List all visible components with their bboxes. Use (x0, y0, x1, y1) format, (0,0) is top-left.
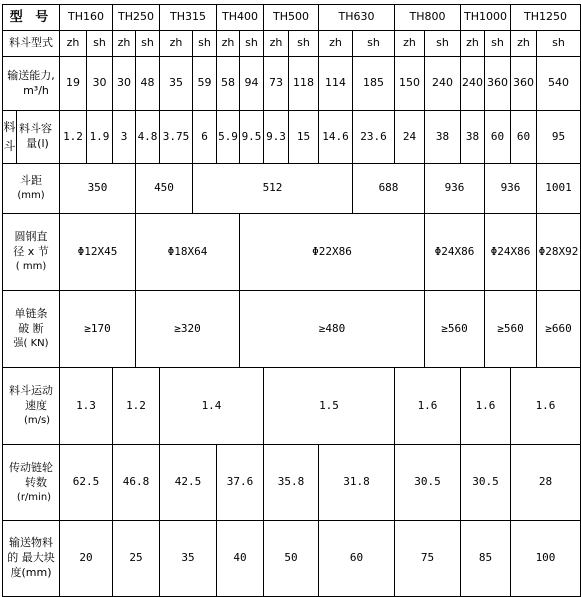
capacity-value: 48 (136, 57, 160, 111)
type-sh: sh (240, 31, 264, 57)
breaking-strength-value: ≥560 (485, 291, 537, 368)
sprocket-speed-label-line3: (r/min) (16, 491, 52, 503)
capacity-value: 30 (113, 57, 136, 111)
speed-label-line1: 料斗运动 (9, 384, 53, 398)
volume-value: 5.9 (217, 111, 240, 164)
pitch-value: 350 (60, 164, 136, 214)
capacity-label (3, 57, 60, 111)
sprocket-speed-value: 42.5 (160, 445, 217, 521)
model-name: TH500 (264, 5, 319, 31)
volume-value: 38 (461, 111, 485, 164)
volume-value: 23.6 (353, 111, 395, 164)
speed-value: 1.2 (113, 368, 160, 445)
breaking-strength-value: ≥660 (537, 291, 581, 368)
volume-value: 60 (485, 111, 511, 164)
capacity-value: 73 (264, 57, 289, 111)
sprocket-speed-label (3, 445, 60, 521)
pitch-value: 688 (353, 164, 425, 214)
capacity-value: 240 (425, 57, 461, 111)
type-zh: zh (395, 31, 425, 57)
max-lump-label-line2: 的 最大块 (7, 551, 55, 565)
breaking-strength-label-line3: 强( KN) (13, 338, 49, 350)
speed-label (3, 368, 60, 445)
type-sh: sh (136, 31, 160, 57)
max-lump-label-line1: 输送物料 (9, 536, 53, 550)
capacity-label-line2: m³/h (23, 83, 49, 97)
capacity-label-line1: 输送能力, (7, 68, 55, 82)
type-zh: zh (160, 31, 193, 57)
speed-value: 1.3 (60, 368, 113, 445)
volume-value: 3 (113, 111, 136, 164)
pitch-value: 936 (425, 164, 485, 214)
sprocket-speed-value: 46.8 (113, 445, 160, 521)
chain-steel-label-line2: 径 x 节 (13, 245, 49, 259)
speed-value: 1.6 (395, 368, 461, 445)
model-name: TH400 (217, 5, 264, 31)
volume-value: 9.3 (264, 111, 289, 164)
capacity-value: 185 (353, 57, 395, 111)
volume-value: 24 (395, 111, 425, 164)
chain-steel-label-line1: 圆钢直 (14, 230, 48, 244)
capacity-value: 150 (395, 57, 425, 111)
model-name: TH1250 (511, 5, 581, 31)
capacity-value: 118 (289, 57, 319, 111)
chain-steel-value: Φ28X92 (537, 214, 581, 291)
capacity-value: 360 (511, 57, 537, 111)
volume-value: 3.75 (160, 111, 193, 164)
volume-value: 14.6 (319, 111, 353, 164)
type-sh: sh (485, 31, 511, 57)
volume-value: 15 (289, 111, 319, 164)
type-zh: zh (217, 31, 240, 57)
bucket-pitch-label-line2: (mm) (17, 190, 45, 202)
chain-steel-value: Φ24X86 (485, 214, 537, 291)
breaking-strength-label-line2: 破 断 (18, 322, 44, 336)
type-zh: zh (319, 31, 353, 57)
sprocket-speed-label-line2: 转数 (25, 475, 47, 489)
model-name: TH315 (160, 5, 217, 31)
pitch-value: 1001 (537, 164, 581, 214)
bucket-volume-side-label: 料斗 (3, 111, 17, 163)
chain-steel-value: Φ24X86 (425, 214, 485, 291)
sprocket-speed-label-line1: 传动链轮 (9, 460, 53, 474)
capacity-value: 19 (60, 57, 87, 111)
model-name: TH800 (395, 5, 461, 31)
breaking-strength-value: ≥170 (60, 291, 136, 368)
max-lump-value: 85 (461, 521, 511, 597)
type-zh: zh (461, 31, 485, 57)
volume-value: 60 (511, 111, 537, 164)
volume-value: 6 (193, 111, 217, 164)
sprocket-speed-value: 30.5 (395, 445, 461, 521)
max-lump-value: 60 (319, 521, 395, 597)
speed-value: 1.6 (511, 368, 581, 445)
type-zh: zh (511, 31, 537, 57)
sprocket-speed-value: 28 (511, 445, 581, 521)
type-sh: sh (193, 31, 217, 57)
chain-steel-label-line3: ( mm) (15, 261, 47, 273)
capacity-value: 360 (485, 57, 511, 111)
sprocket-speed-row (3, 445, 581, 521)
type-sh: sh (289, 31, 319, 57)
breaking-strength-label-line1: 单链条 (14, 307, 48, 321)
breaking-strength-row (3, 291, 581, 368)
speed-row (3, 368, 581, 445)
max-lump-value: 50 (264, 521, 319, 597)
max-lump-value: 20 (60, 521, 113, 597)
chain-steel-value: Φ12X45 (60, 214, 136, 291)
model-name: TH160 (60, 5, 113, 31)
max-lump-value: 35 (160, 521, 217, 597)
capacity-value: 30 (87, 57, 113, 111)
speed-value: 1.5 (264, 368, 395, 445)
bucket-type-row (3, 31, 581, 57)
bucket-pitch-label-line1: 斗距 (20, 174, 42, 188)
capacity-value: 94 (240, 57, 264, 111)
model-name: TH250 (113, 5, 160, 31)
type-zh: zh (60, 31, 87, 57)
capacity-value: 240 (461, 57, 485, 111)
bucket-volume-row (3, 111, 581, 164)
sprocket-speed-value: 30.5 (461, 445, 511, 521)
max-lump-value: 100 (511, 521, 581, 597)
pitch-value: 512 (193, 164, 353, 214)
capacity-value: 540 (537, 57, 581, 111)
bucket-volume-label (3, 111, 60, 164)
sprocket-speed-value: 31.8 (319, 445, 395, 521)
type-sh: sh (87, 31, 113, 57)
breaking-strength-label (3, 291, 60, 368)
volume-value: 1.2 (60, 111, 87, 164)
speed-value: 1.6 (461, 368, 511, 445)
max-lump-value: 25 (113, 521, 160, 597)
sprocket-speed-value: 37.6 (217, 445, 264, 521)
pitch-value: 450 (136, 164, 193, 214)
speed-label-line2: 速度 (25, 399, 47, 413)
model-header-row (3, 5, 581, 31)
model-label: 型 号 (3, 5, 60, 31)
chain-steel-label (3, 214, 60, 291)
bucket-volume-label-line2: 量(l) (26, 137, 49, 150)
sprocket-speed-value: 35.8 (264, 445, 319, 521)
capacity-value: 114 (319, 57, 353, 111)
chain-steel-row (3, 214, 581, 291)
chain-steel-value: Φ18X64 (136, 214, 240, 291)
breaking-strength-value: ≥560 (425, 291, 485, 368)
capacity-value: 35 (160, 57, 193, 111)
max-lump-row (3, 521, 581, 597)
specification-table (2, 4, 581, 597)
max-lump-value: 40 (217, 521, 264, 597)
model-name: TH630 (319, 5, 395, 31)
volume-value: 4.8 (136, 111, 160, 164)
volume-value: 9.5 (240, 111, 264, 164)
volume-value: 1.9 (87, 111, 113, 164)
sprocket-speed-value: 62.5 (60, 445, 113, 521)
breaking-strength-value: ≥480 (240, 291, 425, 368)
speed-value: 1.4 (160, 368, 264, 445)
volume-value: 95 (537, 111, 581, 164)
capacity-value: 59 (193, 57, 217, 111)
capacity-row (3, 57, 581, 111)
bucket-pitch-row (3, 164, 581, 214)
type-zh: zh (113, 31, 136, 57)
type-sh: sh (425, 31, 461, 57)
max-lump-label-line3: 度(mm) (10, 565, 52, 579)
max-lump-label (3, 521, 60, 597)
volume-value: 38 (425, 111, 461, 164)
max-lump-value: 75 (395, 521, 461, 597)
capacity-value: 58 (217, 57, 240, 111)
chain-steel-value: Φ22X86 (240, 214, 425, 291)
type-zh: zh (264, 31, 289, 57)
bucket-pitch-label (3, 164, 60, 214)
model-name: TH1000 (461, 5, 511, 31)
type-sh: sh (537, 31, 581, 57)
bucket-volume-label-line1: 料斗容 (19, 122, 52, 136)
pitch-value: 936 (485, 164, 537, 214)
speed-label-line3: (m/s) (23, 415, 51, 427)
type-sh: sh (353, 31, 395, 57)
breaking-strength-value: ≥320 (136, 291, 240, 368)
bucket-type-label: 料斗型式 (3, 31, 60, 57)
